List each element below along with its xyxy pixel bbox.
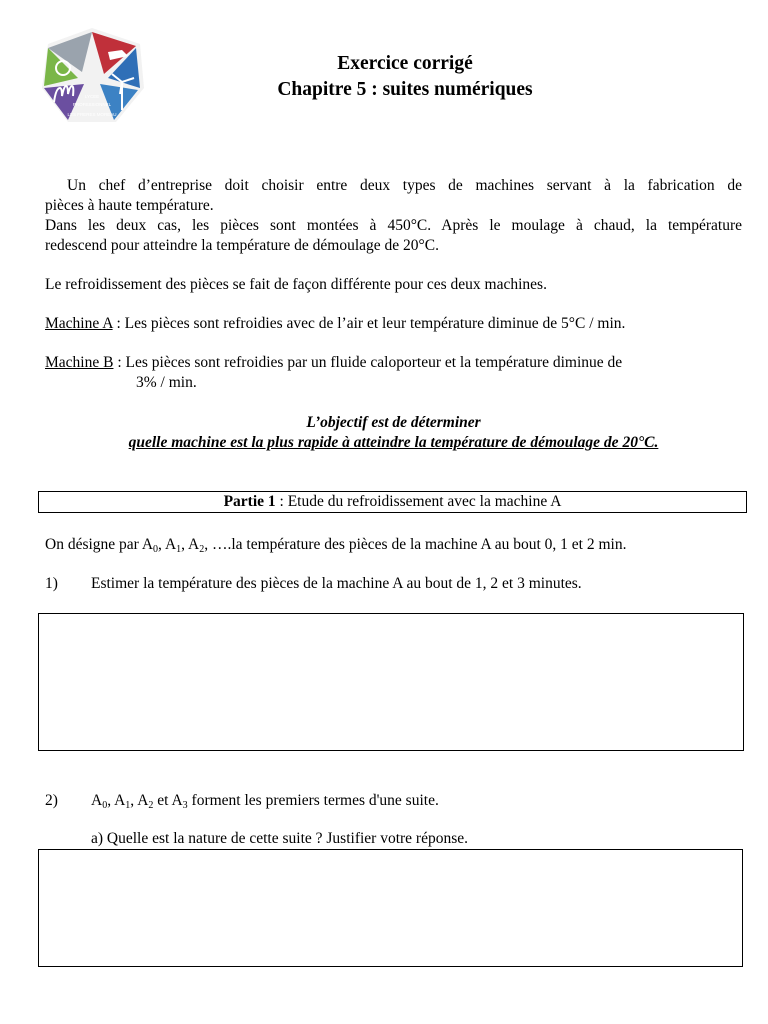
document-title: Exercice corrigé	[337, 53, 473, 74]
question-1-text: Estimer la température des pièces de la machine A au bout de 1, 2 et 3 minutes.	[91, 575, 582, 592]
question-1-number: 1)	[45, 575, 58, 592]
part-1-text: : Etude du refroidissement avec la machine A	[275, 493, 562, 510]
svg-text:LES FRERES MOREAU: LES FRERES MOREAU	[67, 112, 117, 117]
objective-line-1: L’objectif est de déterminer	[306, 414, 481, 431]
objective-line-2: quelle machine est la plus rapide à atteindre la température de démoulage de 20°C.	[128, 434, 659, 451]
machine-b-label: Machine B	[45, 354, 114, 371]
part-1-heading	[38, 491, 747, 513]
machine-b-text-2: 3% / min.	[136, 374, 197, 391]
school-logo	[38, 26, 146, 126]
chapter-title: Chapitre 5 : suites numériques	[277, 79, 533, 100]
svg-text:LYCEE: LYCEE	[84, 94, 100, 99]
machine-a-text: : Les pièces sont refroidies avec de l’air et leur température diminue de 5°C / min.	[112, 315, 626, 332]
intro-line-5: Le refroidissement des pièces se fait de façon différente pour ces deux machines.	[45, 276, 547, 293]
part-1-label: Partie 1	[223, 493, 276, 510]
machine-b-description	[45, 353, 742, 373]
intro-line-4: redescend pour atteindre la température de démoulage de 20°C.	[45, 237, 439, 254]
intro-line-2: pièces à haute température.	[45, 197, 214, 214]
answer-box-2[interactable]	[38, 849, 743, 967]
intro-line-3: Dans les deux cas, les pièces sont montées à 450°C. Après le moulage à chaud, la température	[45, 217, 742, 234]
svg-text:PROFESSIONNEL: PROFESSIONNEL	[72, 102, 112, 107]
designation-line: On désigne par $A_0$, $A_1$, $A_2$, ….la température des pièces de la machine A au bout 0, 1 et 2 min.	[45, 536, 627, 555]
question-2-text: $A_0$, $A_1$, $A_2$ et $A_3$ forment les premiers termes d'une suite.	[91, 792, 439, 811]
machine-a-label: Machine A	[45, 315, 113, 332]
answer-box-1[interactable]	[38, 613, 744, 751]
question-2a-text: a) Quelle est la nature de cette suite ? Justifier votre réponse.	[91, 830, 469, 847]
intro-line-1: Un chef d’entreprise doit choisir entre deux types de machines servant à la fabrication de	[67, 177, 742, 194]
machine-a-description	[45, 314, 742, 334]
question-2-number: 2)	[45, 792, 58, 809]
machine-b-text-1: : Les pièces sont refroidies par un fluide caloporteur et la température diminue de	[113, 354, 623, 371]
